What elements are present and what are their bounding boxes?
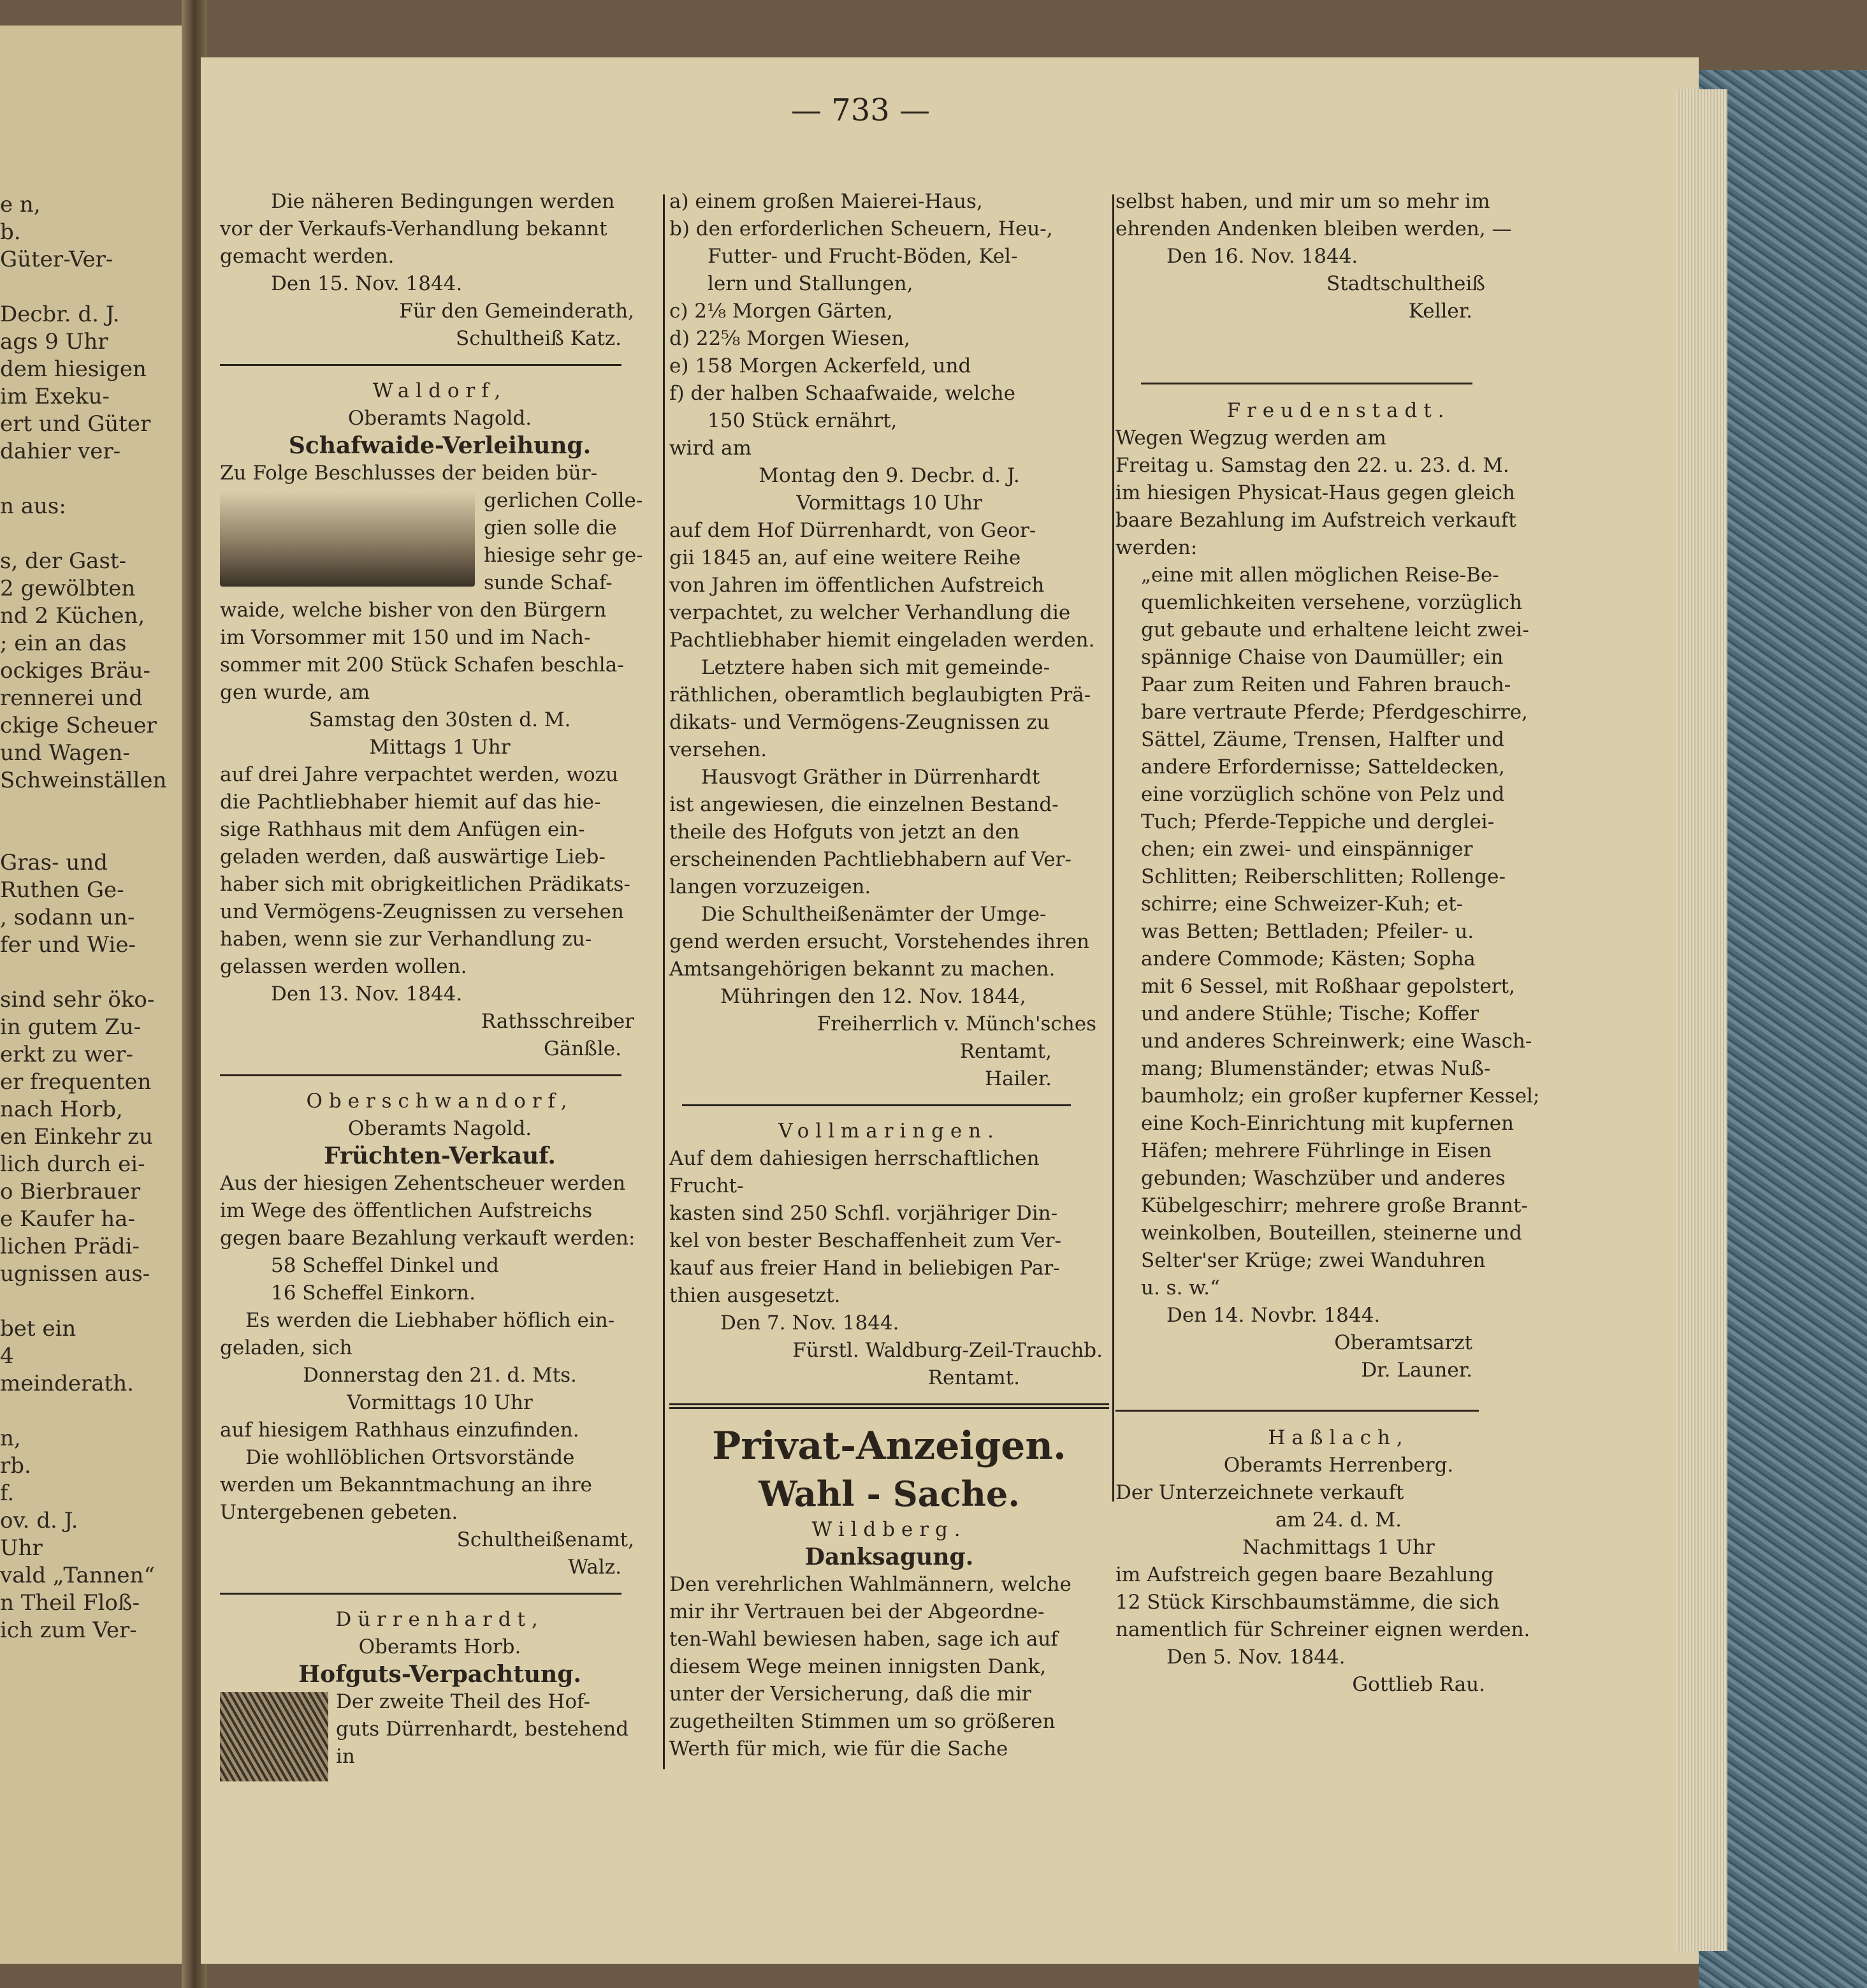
section-rule: [682, 1104, 1071, 1106]
notice-duerrenhardt: [220, 1606, 660, 1771]
list-item: e) 158 Morgen Ackerfeld, und: [669, 354, 971, 377]
district-line: Oberamts Nagold.: [347, 407, 532, 430]
sale-item-line: andere Erfordernisse; Satteldecken,: [1141, 756, 1505, 778]
text-line: ten-Wahl bewiesen haben, sage ich auf: [669, 1628, 1058, 1651]
text-line: sige Rathhaus mit dem Anfügen ein-: [220, 818, 585, 841]
left-page-fragment: ich zum Ver-: [0, 1618, 137, 1643]
election-heading: Wahl - Sache.: [758, 1473, 1020, 1514]
text-line: kel von bester Beschaffenheit zum Ver-: [669, 1229, 1061, 1252]
left-page-fragment: bet ein: [0, 1316, 76, 1341]
left-page-fragment: und Wagen-: [0, 740, 130, 766]
sale-item-line: quemlichkeiten versehene, vorzüglich: [1141, 591, 1522, 614]
signature-line: Rathsschreiber: [481, 1010, 634, 1033]
text-line: geladen, sich: [220, 1336, 352, 1359]
sale-item-line: chen; ein zwei- und einspänniger: [1141, 838, 1473, 861]
text-line: ist angewiesen, die einzelnen Bestand-: [669, 793, 1059, 816]
text-line: Auf dem dahiesigen herrschaftlichen Frucht-: [669, 1147, 1040, 1197]
place-heading: Dürrenhardt,: [335, 1608, 544, 1631]
text-line: gii 1845 an, auf eine weitere Reihe: [669, 546, 1021, 569]
notice-waldorf: [220, 377, 660, 1063]
sale-item-line: u. s. w.“: [1141, 1276, 1220, 1299]
date-line: Mühringen den 12. Nov. 1844,: [720, 985, 1026, 1008]
date-line: Den 7. Nov. 1844.: [720, 1312, 899, 1334]
text-line: Hausvogt Gräther in Dürrenhardt: [701, 766, 1040, 789]
text-line: hiesige sehr ge-: [484, 544, 643, 567]
text-line: langen vorzuzeigen.: [669, 875, 871, 898]
list-item: 16 Scheffel Einkorn.: [271, 1282, 476, 1305]
left-page-fragment: [0, 959, 185, 986]
text-line: in: [336, 1745, 355, 1768]
text-line: sunde Schaf-: [484, 571, 613, 594]
text-line: baare Bezahlung im Aufstreich verkauft: [1115, 509, 1516, 532]
text-line: gelassen werden wollen.: [220, 955, 467, 978]
signature-line: Rentamt,: [959, 1040, 1052, 1063]
column-3: [1115, 188, 1562, 1699]
district-line: Oberamts Nagold.: [347, 1117, 532, 1140]
left-page-fragment: lich durch ei-: [0, 1151, 145, 1177]
left-page-fragment: meinderath.: [0, 1371, 134, 1396]
text-line: sommer mit 200 Stück Schafen beschla-: [220, 654, 624, 676]
text-line: die Pachtliebhaber hiemit auf das hie-: [220, 791, 601, 814]
text-line: kauf aus freier Hand in beliebigen Par-: [669, 1257, 1060, 1280]
column-2: [669, 188, 1109, 1763]
left-page-fragment: e Kaufer ha-: [0, 1206, 135, 1232]
sale-item-line: Paar zum Reiten und Fahren brauch-: [1141, 673, 1511, 696]
text-line: vor der Verkaufs-Verhandlung bekannt: [220, 217, 607, 240]
time-line: Mittags 1 Uhr: [369, 736, 511, 759]
left-page-fragment: erkt zu wer-: [0, 1042, 134, 1067]
text-line: waide, welche bisher von den Bürgern: [220, 599, 607, 622]
left-page-fragment: rennerei und: [0, 685, 143, 711]
text-line: Freitag u. Samstag den 22. u. 23. d. M.: [1115, 454, 1509, 477]
sale-item-line: „eine mit allen möglichen Reise-Be-: [1141, 564, 1499, 587]
place-heading: Waldorf,: [372, 379, 507, 402]
text-line: geladen werden, daß auswärtige Lieb-: [220, 845, 606, 868]
date-line: Den 15. Nov. 1844.: [271, 272, 463, 295]
text-line: Die näheren Bedingungen werden: [271, 190, 615, 213]
left-page-fragment: dem hiesigen: [0, 356, 147, 382]
notice-wildberg: [669, 1516, 1109, 1763]
text-line: Werth für mich, wie für die Sache: [669, 1737, 1008, 1760]
signature-line: Rentamt.: [927, 1366, 1020, 1389]
left-page-fragment: , sodann un-: [0, 905, 135, 930]
text-line: unter der Versicherung, daß die mir: [669, 1683, 1031, 1706]
text-line: versehen.: [669, 738, 767, 761]
sale-item-line: was Betten; Bettladen; Pfeiler- u.: [1141, 920, 1474, 943]
text-line: mir ihr Vertrauen bei der Abgeordne-: [669, 1600, 1045, 1623]
text-line: verpachtet, zu welcher Verhandlung die: [669, 601, 1071, 624]
column-divider-2: [1112, 194, 1114, 1502]
notice-title: Schafwaide-Verleihung.: [288, 432, 592, 459]
left-page-fragment: ckige Scheuer: [0, 713, 157, 738]
text-line: Zu Folge Beschlusses der beiden bür-: [220, 462, 598, 485]
sale-item-line: und anderes Schreinwerk; eine Wasch-: [1141, 1030, 1532, 1053]
left-page-fragment: fer und Wie-: [0, 932, 136, 958]
text-line: Der Unterzeichnete verkauft: [1115, 1481, 1404, 1504]
left-page-fragment: ov. d. J.: [0, 1508, 78, 1533]
left-page-fragment: in gutem Zu-: [0, 1014, 142, 1040]
left-page-fragment: ockiges Bräu-: [0, 658, 151, 683]
place-heading: Haßlach,: [1268, 1426, 1409, 1449]
column-1: [220, 188, 660, 1784]
sale-item-list: [1115, 562, 1562, 1302]
left-page-fragment: Uhr: [0, 1535, 43, 1561]
sale-item-line: baumholz; ein großer kupferner Kessel;: [1141, 1085, 1540, 1107]
text-line: kasten sind 250 Schfl. vorjähriger Din-: [669, 1202, 1058, 1225]
date-line: Montag den 9. Decbr. d. J.: [759, 464, 1020, 487]
left-page-fragment: o Bierbrauer: [0, 1179, 141, 1204]
left-page-fragment: 2 gewölbten: [0, 576, 136, 601]
text-line: gegen baare Bezahlung verkauft werden:: [220, 1227, 636, 1250]
text-line: räthlichen, oberamtlich beglaubigten Prä-: [669, 683, 1091, 706]
notice-oberschwandorf: [220, 1088, 660, 1581]
place-heading: Oberschwandorf,: [306, 1090, 574, 1113]
notice-title: Hofguts-Verpachtung.: [298, 1661, 581, 1688]
left-page-fragment: [0, 274, 185, 301]
text-line: gien solle die: [484, 516, 617, 539]
time-line: Nachmittags 1 Uhr: [1242, 1536, 1435, 1559]
left-page-fragment: Gras- und: [0, 850, 108, 875]
text-line: von Jahren im öffentlichen Aufstreich: [669, 574, 1045, 597]
text-line: im Vorsommer mit 150 und im Nach-: [220, 626, 591, 649]
text-line: erscheinenden Pachtliebhabern auf Ver-: [669, 848, 1072, 871]
text-line: namentlich für Schreiner eignen werden.: [1115, 1618, 1530, 1641]
left-page-fragment: ert und Güter: [0, 411, 151, 437]
sale-item-line: eine vorzüglich schöne von Pelz und: [1141, 783, 1505, 806]
sale-item-line: spännige Chaise von Daumüller; ein: [1141, 646, 1504, 669]
list-item: b) den erforderlichen Scheuern, Heu-,: [669, 217, 1053, 240]
sale-item-line: gebunden; Waschzüber und anderes: [1141, 1167, 1506, 1190]
section-double-rule: [669, 1403, 1109, 1409]
left-page-fragment: lichen Prädi-: [0, 1234, 140, 1259]
text-line: gend werden ersucht, Vorstehendes ihren: [669, 930, 1090, 953]
left-page-fragment: nd 2 Küchen,: [0, 603, 145, 629]
text-line: theile des Hofguts von jetzt an den: [669, 821, 1020, 844]
date-line: Donnerstag den 21. d. Mts.: [303, 1364, 577, 1387]
list-item: f) der halben Schaafwaide, welche: [669, 382, 1015, 405]
text-line: thien ausgesetzt.: [669, 1284, 841, 1307]
text-line: Amtsangehörigen bekannt zu machen.: [669, 958, 1056, 981]
left-page-fragment: ags 9 Uhr: [0, 329, 108, 354]
sale-item-line: eine Koch-Einrichtung mit kupfernen: [1141, 1112, 1515, 1135]
signature-line: Hailer.: [985, 1067, 1052, 1090]
left-page-fragment: f.: [0, 1480, 15, 1506]
date-line: Den 16. Nov. 1844.: [1166, 245, 1358, 268]
sale-item-line: Kübelgeschirr; mehrere große Brannt-: [1141, 1194, 1528, 1217]
text-line: 12 Stück Kirschbaumstämme, die sich: [1115, 1591, 1500, 1614]
text-line: dikats- und Vermögens-Zeugnissen zu: [669, 711, 1050, 734]
signature-line: Walz.: [568, 1556, 621, 1579]
text-line: werden um Bekanntmachung an ihre: [220, 1473, 592, 1496]
left-page-fragment: n,: [0, 1426, 21, 1451]
notice-duerrenhardt-continued: [669, 188, 1109, 1093]
signature-line: Gänßle.: [543, 1037, 621, 1060]
text-line: auf hiesigem Rathhaus einzufinden.: [220, 1419, 579, 1442]
text-line: Der zweite Theil des Hof-: [336, 1690, 590, 1713]
notice-title: Früchten-Verkauf.: [324, 1143, 556, 1169]
signature-line: Oberamtsarzt: [1334, 1331, 1472, 1354]
text-line: Die wohllöblichen Ortsvorstände: [245, 1446, 575, 1469]
notice-wildberg-continued: [1115, 188, 1562, 325]
text-line: werden:: [1115, 536, 1198, 559]
private-ads-heading: Privat-Anzeigen.: [712, 1424, 1066, 1468]
signature-line: Gottlieb Rau.: [1352, 1673, 1485, 1696]
text-line: wird am: [669, 437, 752, 460]
date-line: am 24. d. M.: [1275, 1509, 1402, 1531]
text-line: zugetheilten Stimmen um so größeren: [669, 1710, 1056, 1733]
place-heading: Wildberg.: [811, 1518, 967, 1541]
sale-item-line: Sättel, Zäume, Trensen, Halfter und: [1141, 728, 1504, 751]
notice-conditions: [220, 188, 660, 353]
left-page-fragment: en Einkehr zu: [0, 1124, 153, 1150]
left-page-fragment: Güter-Ver-: [0, 247, 113, 272]
text-line: Untergebenen gebeten.: [220, 1501, 458, 1524]
list-item: 150 Stück ernährt,: [708, 409, 897, 432]
left-page-fragment: [0, 1288, 185, 1315]
text-line: haben, wenn sie zur Verhandlung zu-: [220, 928, 592, 951]
left-page-fragment: ugnissen aus-: [0, 1261, 150, 1287]
left-page-fragment: im Exeku-: [0, 384, 110, 409]
text-line: gerlichen Colle-: [484, 489, 643, 512]
sale-item-line: bare vertraute Pferde; Pferdgeschirre,: [1141, 701, 1528, 724]
left-page-fragment: e n,: [0, 192, 41, 217]
signature-line: Schultheißenamt,: [456, 1528, 634, 1551]
list-item: Futter- und Frucht-Böden, Kel-: [708, 245, 1018, 268]
sale-item-line: weinkolben, Bouteillen, steinerne und: [1141, 1222, 1522, 1245]
signature-line: Dr. Launer.: [1361, 1359, 1472, 1382]
date-line: Den 14. Novbr. 1844.: [1166, 1304, 1381, 1327]
sale-item-line: andere Commode; Kästen; Sopha: [1141, 947, 1476, 970]
place-heading: Vollmaringen.: [778, 1120, 1000, 1143]
text-line: gemacht werden.: [220, 245, 395, 268]
text-line: ehrenden Andenken bleiben werden, —: [1115, 217, 1512, 240]
notice-hasslach: [1115, 1424, 1562, 1699]
place-heading: Freudenstadt.: [1226, 399, 1451, 422]
list-item: a) einem großen Maierei-Haus,: [669, 190, 983, 213]
left-page-fragment: b.: [0, 219, 21, 245]
text-line: auf dem Hof Dürrenhardt, von Geor-: [669, 519, 1036, 542]
signature-line: Schultheiß Katz.: [456, 327, 621, 350]
left-page-fragment: dahier ver-: [0, 439, 121, 464]
sale-item-line: Tuch; Pferde-Teppiche und derglei-: [1141, 810, 1495, 833]
shepherd-woodcut-image: [220, 491, 475, 587]
section-rule: [220, 1593, 621, 1595]
left-page-fragment: rb.: [0, 1453, 31, 1479]
left-page-fragment: [0, 1398, 185, 1425]
left-page-fragment: vald „Tannen“: [0, 1563, 155, 1588]
left-page-fragment: n Theil Floß-: [0, 1590, 140, 1616]
left-page-fragment: Decbr. d. J.: [0, 302, 120, 327]
date-line: Den 5. Nov. 1844.: [1166, 1646, 1346, 1669]
list-item: d) 22⅝ Morgen Wiesen,: [669, 327, 911, 350]
notice-title: Danksagung.: [804, 1544, 974, 1570]
signature-line: Fürstl. Waldburg-Zeil-Trauchb.: [792, 1339, 1103, 1362]
text-line: und Vermögens-Zeugnissen zu versehen: [220, 900, 624, 923]
section-rule: [220, 1074, 621, 1076]
left-page-fragment: 4: [0, 1343, 14, 1369]
text-line: Pachtliebhaber hiemit eingeladen werden.: [669, 629, 1095, 652]
text-line: selbst haben, und mir um so mehr im: [1115, 190, 1490, 213]
left-page-fragment: nach Horb,: [0, 1097, 123, 1122]
text-line: auf drei Jahre verpachtet werden, wozu: [220, 763, 618, 786]
column-divider-1: [663, 194, 665, 1769]
section-rule: [1115, 1410, 1479, 1412]
left-page-fragment: [0, 822, 185, 849]
text-line: im Wege des öffentlichen Aufstreichs: [220, 1199, 593, 1222]
date-line: Samstag den 30sten d. M.: [309, 708, 571, 731]
text-line: gen wurde, am: [220, 681, 370, 704]
text-line: im hiesigen Physicat-Haus gegen gleich: [1115, 481, 1515, 504]
list-item: c) 2⅛ Morgen Gärten,: [669, 300, 893, 323]
signature-line: Für den Gemeinderath,: [399, 300, 634, 323]
text-line: im Aufstreich gegen baare Bezahlung: [1115, 1563, 1494, 1586]
text-line: Aus der hiesigen Zehentscheuer werden: [220, 1172, 626, 1195]
notice-vollmaringen: [669, 1118, 1109, 1392]
sale-item-line: schirre; eine Schweizer-Kuh; et-: [1141, 893, 1464, 916]
text-line: Die Schultheißenämter der Umge-: [701, 903, 1047, 926]
farmstead-woodcut-image: [220, 1692, 328, 1781]
left-page-fragment: ; ein an das: [0, 631, 127, 656]
sale-item-line: Selter'ser Krüge; zwei Wanduhren: [1141, 1249, 1486, 1272]
list-item: 58 Scheffel Dinkel und: [271, 1254, 499, 1277]
section-rule: [1141, 383, 1472, 384]
signature-line: Keller.: [1408, 300, 1472, 323]
sale-item-line: und andere Stühle; Tische; Koffer: [1141, 1002, 1479, 1025]
left-page-fragment: er frequenten: [0, 1069, 152, 1095]
sale-item-line: mit 6 Sessel, mit Roßhaar gepolstert,: [1141, 975, 1515, 998]
district-line: Oberamts Herrenberg.: [1223, 1454, 1454, 1477]
left-page-fragments: [0, 191, 185, 1644]
time-line: Vormittags 10 Uhr: [796, 492, 982, 515]
text-line: Letztere haben sich mit gemeinde-: [701, 656, 1050, 679]
section-rule: [220, 364, 621, 366]
signature-line: Freiherrlich v. Münch'sches: [817, 1012, 1096, 1035]
page-number: — 733 —: [790, 92, 931, 128]
left-page-fragment: sind sehr öko-: [0, 987, 155, 1012]
sale-item-line: gut gebaute und erhaltene leicht zwei-: [1141, 618, 1529, 641]
page-fore-edge: [1676, 89, 1727, 1951]
left-page-fragment: n aus:: [0, 493, 66, 519]
left-page-fragment: [0, 465, 185, 493]
time-line: Vormittags 10 Uhr: [347, 1391, 533, 1414]
left-page-fragment: Ruthen Ge-: [0, 877, 124, 903]
left-page-fragment: Schweinställen: [0, 768, 167, 793]
date-line: Den 13. Nov. 1844.: [271, 983, 463, 1005]
district-line: Oberamts Horb.: [358, 1635, 521, 1658]
text-line: guts Dürrenhardt, bestehend: [336, 1718, 629, 1741]
text-line: Den verehrlichen Wahlmännern, welche: [669, 1573, 1072, 1596]
text-line: haber sich mit obrigkeitlichen Prädikats-: [220, 873, 630, 896]
left-page-fragment: s, der Gast-: [0, 548, 127, 574]
left-page-fragment: [0, 794, 185, 822]
left-page: [0, 26, 191, 1964]
signature-line: Stadtschultheiß: [1326, 272, 1485, 295]
sale-item-line: Häfen; mehrere Führlinge in Eisen: [1141, 1139, 1492, 1162]
sale-item-line: mang; Blumenständer; etwas Nuß-: [1141, 1057, 1491, 1080]
text-line: diesem Wege meinen innigsten Dank,: [669, 1655, 1047, 1678]
text-line: Es werden die Liebhaber höflich ein-: [245, 1309, 615, 1332]
text-line: Wegen Wegzug werden am: [1115, 427, 1386, 449]
notice-freudenstadt: [1115, 397, 1562, 1384]
sale-item-line: Schlitten; Reiberschlitten; Rollenge-: [1141, 865, 1506, 888]
left-page-fragment: [0, 520, 185, 548]
list-item: lern und Stallungen,: [708, 272, 913, 295]
